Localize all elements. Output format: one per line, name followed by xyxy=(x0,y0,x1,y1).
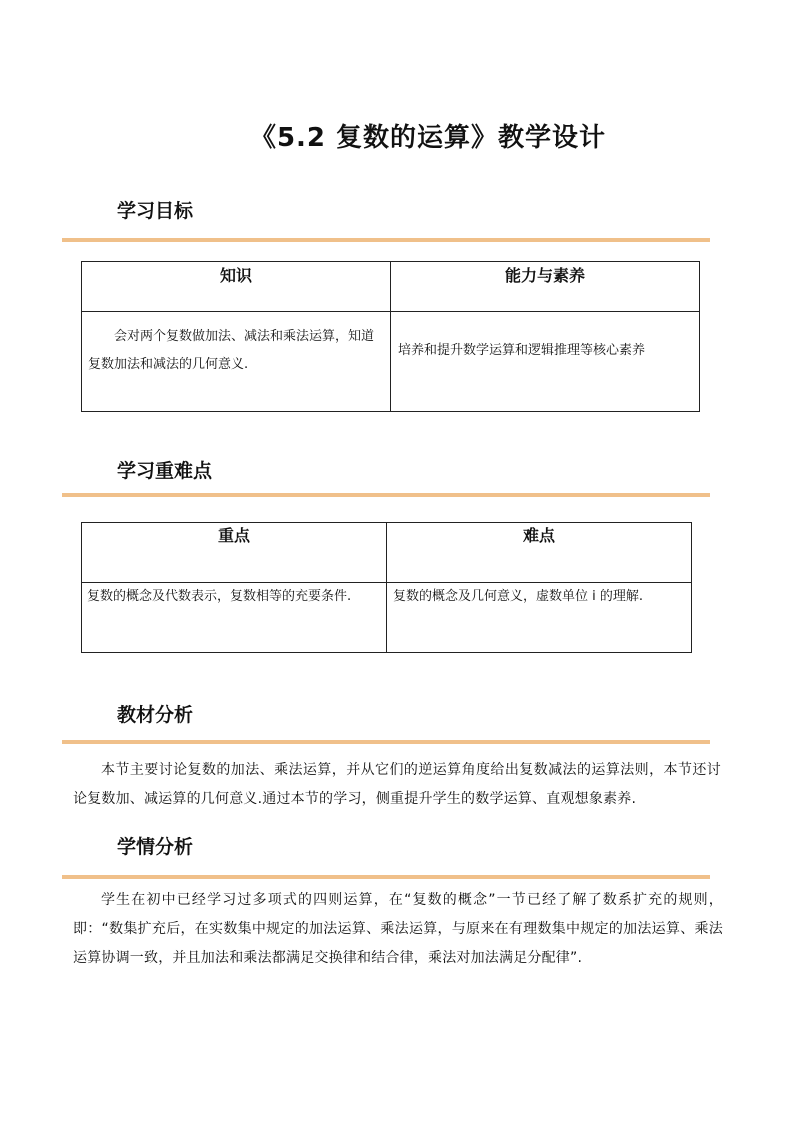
goals-table xyxy=(81,261,700,412)
key-points-cell-focus-text: 复数的概念及代数表示，复数相等的充要条件. xyxy=(87,589,352,604)
section-heading-textbook: 教材分析 xyxy=(117,704,194,726)
key-points-cell-difficulty xyxy=(387,583,692,653)
section-heading-students: 学情分析 xyxy=(117,836,194,858)
student-analysis-text: 学生在初中已经学习过多项式的四则运算，在“复数的概念”一节已经了解了数系扩充的规则，即：“数集扩充后，在实数集中规定的加法运算、乘法运算，与原来在有理数集中规定的加法运算、乘法运算协调一致，并且加法和乘法都满足交换律和结合律，乘法对加法满足分配律”. xyxy=(73,892,723,966)
key-points-table xyxy=(81,522,692,653)
key-points-header-focus xyxy=(82,523,387,583)
document-title: 《5.2 复数的运算》教学设计 xyxy=(249,123,607,153)
section-heading-key-points: 学习重难点 xyxy=(117,460,213,482)
key-points-header-difficulty-label: 难点 xyxy=(522,526,555,545)
section-rule-key-points xyxy=(62,493,710,497)
section-rule-students xyxy=(62,875,710,879)
goals-cell-ability xyxy=(391,312,700,412)
key-points-cell-difficulty-text: 复数的概念及几何意义，虚数单位 i 的理解. xyxy=(393,589,644,604)
goals-header-knowledge-label: 知识 xyxy=(219,266,252,285)
goals-cell-knowledge-text: 会对两个复数做加法、减法和乘法运算，知道复数加法和减法的几何意义. xyxy=(88,329,375,372)
section-rule-goals xyxy=(62,238,710,242)
goals-header-ability xyxy=(391,262,700,312)
textbook-analysis-text: 本节主要讨论复数的加法、乘法运算，并从它们的逆运算角度给出复数减法的运算法则，本节还讨论复数加、减运算的几何意义.通过本节的学习，侧重提升学生的数学运算、直观想象素养. xyxy=(73,762,721,807)
section-heading-goals: 学习目标 xyxy=(117,200,194,222)
goals-header-ability-label: 能力与素养 xyxy=(504,266,585,285)
key-points-header-difficulty xyxy=(387,523,692,583)
goals-cell-ability-text: 培养和提升数学运算和逻辑推理等核心素养 xyxy=(398,343,646,358)
goals-cell-knowledge xyxy=(82,312,391,412)
key-points-cell-focus xyxy=(82,583,387,653)
section-rule-textbook xyxy=(62,740,710,744)
key-points-header-focus-label: 重点 xyxy=(217,526,250,545)
goals-header-knowledge xyxy=(82,262,391,312)
